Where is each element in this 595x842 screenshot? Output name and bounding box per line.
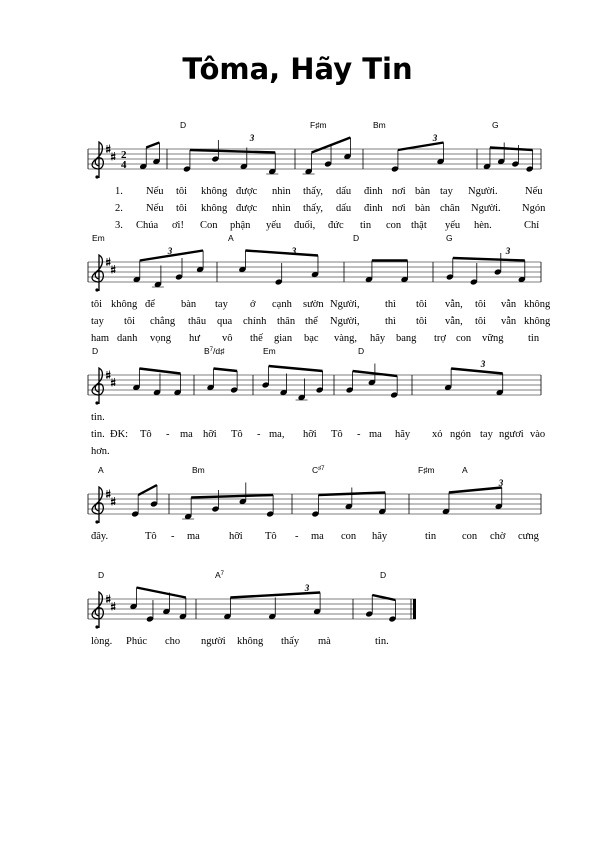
lyric-syllable: thấy, (303, 203, 324, 214)
lyric-syllable: trợ (434, 333, 446, 344)
lyric-syllable: bàn (415, 186, 431, 197)
lyric-syllable: lòng. (91, 636, 113, 647)
time-signature-bottom: 4 (121, 159, 127, 171)
lyric-syllable: nơi (392, 203, 406, 214)
lyric-syllable: nhìn (272, 203, 291, 214)
lyric-syllable: gian (274, 333, 293, 344)
lyric-syllable: không (111, 299, 138, 310)
lyric-syllable: tôi (416, 299, 428, 310)
lyric-syllable: hơn. (91, 446, 110, 457)
lyric-syllable: thì (385, 316, 397, 327)
lyric-syllable: hãy (372, 531, 388, 542)
lyric-syllable: 1. (115, 186, 123, 197)
clef-dot (95, 520, 98, 523)
lyric-syllable: nhìn (272, 186, 291, 197)
lyric-syllable: bàn (181, 299, 197, 310)
lyric-syllable: tin. (91, 412, 105, 423)
chord-symbol: G (446, 233, 453, 243)
lyric-syllable: Người, (330, 299, 360, 310)
lyric-syllable: tôi (416, 316, 428, 327)
lyric-syllable: - (257, 429, 261, 440)
lyric-syllable: thấy, (303, 186, 324, 197)
note-beam (230, 593, 320, 598)
lyric-syllable: Phúc (126, 636, 147, 647)
lyric-syllable: người (201, 636, 226, 647)
staff-system-3 (88, 346, 545, 457)
chord-bass: /d♯ (213, 346, 225, 356)
staff-system-1 (88, 120, 546, 231)
lyric-syllable: không (524, 299, 551, 310)
note-beam (490, 148, 533, 151)
lyric-syllable: thân (277, 316, 296, 327)
lyric-syllable: không (201, 186, 228, 197)
note-beam (245, 251, 318, 256)
lyric-syllable: Tô (265, 531, 277, 542)
lyric-syllable: tin (360, 220, 372, 231)
lyric-syllable: 2. (115, 203, 123, 214)
chord-symbol: A (98, 465, 104, 475)
lyric-syllable: tay (440, 186, 453, 197)
staff-system-4 (88, 465, 541, 542)
lyric-syllable: - (357, 429, 361, 440)
lyric-syllable: Con (200, 220, 218, 231)
lyric-syllable: tin. (91, 429, 105, 440)
triplet-number: 3 (167, 246, 173, 256)
treble-clef-icon (92, 142, 103, 178)
lyric-syllable: yếu (445, 220, 461, 231)
note-beam (269, 366, 323, 371)
lyric-syllable: Chỉ (524, 220, 540, 231)
lyric-syllable: thật (411, 220, 427, 231)
lyric-syllable: Nếu (146, 203, 164, 214)
lyric-syllable: con (386, 220, 402, 231)
chord-superscript: ♯7 (318, 466, 325, 472)
lyric-syllable: ma (369, 429, 382, 440)
lyric-syllable: con (456, 333, 472, 344)
chord-symbol: F♯m (418, 465, 435, 475)
lyric-syllable: hỡi (203, 429, 217, 440)
lyric-syllable: tay (480, 429, 493, 440)
lyric-syllable: Nếu (146, 186, 164, 197)
lyric-syllable: đinh (364, 203, 383, 214)
treble-clef-icon (92, 487, 103, 523)
chord-symbol: D (180, 120, 187, 130)
lyric-syllable: vững (482, 333, 504, 344)
lyric-syllable: hư (189, 333, 200, 344)
lyric-syllable: thể (305, 316, 318, 327)
triplet-number: 3 (505, 246, 511, 256)
lyric-syllable: tôi (475, 316, 487, 327)
chord-superscript: 7 (220, 571, 225, 577)
lyric-syllable: ma (311, 531, 324, 542)
key-sharp-f-icon (106, 263, 110, 264)
note-beam (453, 258, 525, 261)
chord-symbol: Em (263, 346, 276, 356)
staff-system-2 (88, 233, 551, 344)
lyric-syllable: dấu (336, 186, 352, 197)
lyric-syllable: bàn (415, 203, 431, 214)
lyric-syllable: Người. (468, 186, 498, 197)
triplet-number: 3 (432, 133, 438, 143)
lyric-syllable: vọng (150, 333, 171, 344)
lyric-syllable: vẫn, (445, 316, 463, 327)
lyric-syllable: ma (187, 531, 200, 542)
lyric-syllable: phận (230, 220, 251, 231)
note-beam (451, 369, 503, 374)
chord-symbol: $C^{♯7}$ (312, 465, 325, 475)
lyric-syllable: qua (217, 316, 233, 327)
chord-symbol: F♯m (310, 120, 327, 130)
time-signature-top: 2 (121, 149, 127, 161)
triplet-number: 3 (498, 478, 504, 488)
lyric-syllable: cạnh (272, 299, 292, 310)
lyric-syllable: tay (91, 316, 104, 327)
lyric-syllable: Tô (331, 429, 343, 440)
treble-clef-icon (92, 368, 103, 404)
lyric-syllable: mà (318, 636, 331, 647)
lyric-syllable: ngươi (499, 429, 524, 440)
lyric-syllable: Tô (145, 531, 157, 542)
chord-symbol: $B^7/d♯$ (204, 346, 225, 356)
triplet-number: 3 (480, 359, 486, 369)
chord-symbol: $A^7$ (215, 570, 225, 580)
lyric-syllable: chính (243, 316, 267, 327)
lyric-syllable: con (341, 531, 357, 542)
lyric-syllable: tin (528, 333, 540, 344)
lyric-syllable: hỡi (303, 429, 317, 440)
lyric-syllable: danh (117, 333, 138, 344)
lyric-syllable: vẫn (501, 316, 517, 327)
lyric-syllable: thế (250, 333, 263, 344)
lyric-syllable: Chúa (136, 220, 159, 231)
lyric-syllable: cưng (518, 531, 539, 542)
chord-superscript: 7 (209, 347, 214, 353)
lyric-syllable: thấy (281, 636, 300, 647)
lyric-syllable: hãy (395, 429, 411, 440)
note-beam (214, 369, 238, 372)
chord-symbol: G (492, 120, 499, 130)
final-bar-thick (413, 599, 416, 619)
lyric-syllable: hãy (370, 333, 386, 344)
lyric-syllable: Người, (330, 316, 360, 327)
lyric-syllable: - (295, 531, 299, 542)
chord-symbol: D (380, 570, 387, 580)
lyric-syllable: ở (250, 299, 256, 310)
lyric-syllable: ĐK: (110, 429, 129, 440)
lyric-syllable: đuối, (294, 220, 316, 231)
clef-dot (95, 175, 98, 178)
key-sharp-f-icon (106, 495, 110, 496)
lyric-syllable: đức (328, 220, 344, 231)
treble-clef-icon (92, 255, 103, 291)
lyric-syllable: đây. (91, 531, 109, 542)
treble-clef-icon (92, 592, 103, 628)
lyric-syllable: Tô (140, 429, 152, 440)
clef-dot (95, 401, 98, 404)
lyric-syllable: ham (91, 333, 110, 344)
staff-system-5 (88, 570, 416, 647)
key-sharp-c-icon (111, 384, 115, 385)
note-beam (138, 485, 157, 495)
key-sharp-f-icon (106, 150, 110, 151)
lyric-syllable: được (236, 203, 258, 214)
note-beam (137, 588, 186, 598)
lyric-syllable: cho (165, 636, 181, 647)
lyric-syllable: 3. (115, 220, 123, 231)
chord-symbol: A (228, 233, 234, 243)
lyric-syllable: bạc (304, 333, 319, 344)
lyric-syllable: không (237, 636, 264, 647)
lyric-syllable: không (201, 203, 228, 214)
lyric-syllable: con (462, 531, 478, 542)
lyric-syllable: dấu (336, 203, 352, 214)
chord-symbol: D (98, 570, 105, 580)
song-title: Tôma, Hãy Tin (182, 52, 413, 86)
lyric-syllable: chân (440, 203, 460, 214)
chord-symbol: Bm (373, 120, 386, 130)
lyric-syllable: yếu (266, 220, 282, 231)
lyric-syllable: Người. (471, 203, 501, 214)
key-sharp-c-icon (111, 158, 115, 159)
lyric-syllable: thâu (188, 316, 207, 327)
triplet-number: 3 (304, 583, 310, 593)
note-beam (191, 495, 273, 498)
lyric-syllable: Ngón (522, 203, 546, 214)
clef-dot (95, 288, 98, 291)
chord-symbol: D (358, 346, 365, 356)
lyric-syllable: tôi (475, 299, 487, 310)
lyric-syllable: tôi (176, 186, 188, 197)
lyric-syllable: sườn (303, 299, 324, 310)
clef-dot (95, 625, 98, 628)
key-sharp-c-icon (111, 503, 115, 504)
lyric-syllable: tôi (176, 203, 188, 214)
lyric-syllable: Tô (231, 429, 243, 440)
note-beam (318, 493, 385, 496)
lyric-syllable: vẫn (501, 299, 517, 310)
lyric-syllable: vô (222, 333, 233, 344)
key-sharp-f-icon (106, 600, 110, 601)
lyric-syllable: nơi (392, 186, 406, 197)
lyric-syllable: tin. (375, 636, 389, 647)
key-sharp-c-icon (111, 271, 115, 272)
lyric-syllable: không (524, 316, 551, 327)
lyric-syllable: hèn. (474, 220, 492, 231)
lyric-syllable: vàng, (334, 333, 358, 344)
lyric-syllable: bang (396, 333, 417, 344)
chord-symbol: A (462, 465, 468, 475)
lyric-syllable: xỏ (432, 429, 443, 440)
lyric-syllable: đinh (364, 186, 383, 197)
lyric-syllable: thì (385, 299, 397, 310)
lyric-syllable: ma (180, 429, 193, 440)
lyric-syllable: Nếu (525, 186, 543, 197)
key-sharp-c-icon (111, 608, 115, 609)
note-beam (146, 143, 159, 148)
lyric-syllable: ơi! (172, 220, 184, 231)
lyric-syllable: vẫn, (445, 299, 463, 310)
lyric-syllable: chẳng (150, 316, 176, 327)
lyric-syllable: ma, (269, 429, 285, 440)
lyric-syllable: tay (215, 299, 228, 310)
lyric-syllable: ngón (450, 429, 471, 440)
lyric-syllable: để (145, 299, 155, 310)
lyric-syllable: tôi (124, 316, 136, 327)
chord-symbol: Em (92, 233, 105, 243)
lyric-syllable: chờ (490, 531, 506, 542)
lyric-syllable: vào (530, 429, 546, 440)
chord-symbol: Bm (192, 465, 205, 475)
lyric-syllable: - (171, 531, 175, 542)
note-beam (190, 150, 275, 153)
lyric-syllable: tôi (91, 299, 103, 310)
note-beam (139, 369, 180, 374)
lyric-syllable: hỡi (229, 531, 243, 542)
lyric-syllable: tin (425, 531, 437, 542)
lyric-syllable: - (166, 429, 170, 440)
note-beam (449, 488, 502, 493)
lyric-syllable: được (236, 186, 258, 197)
key-sharp-f-icon (106, 376, 110, 377)
triplet-number: 3 (249, 133, 255, 143)
chord-symbol: D (353, 233, 360, 243)
chord-symbol: D (92, 346, 99, 356)
triplet-number: 3 (291, 246, 297, 256)
